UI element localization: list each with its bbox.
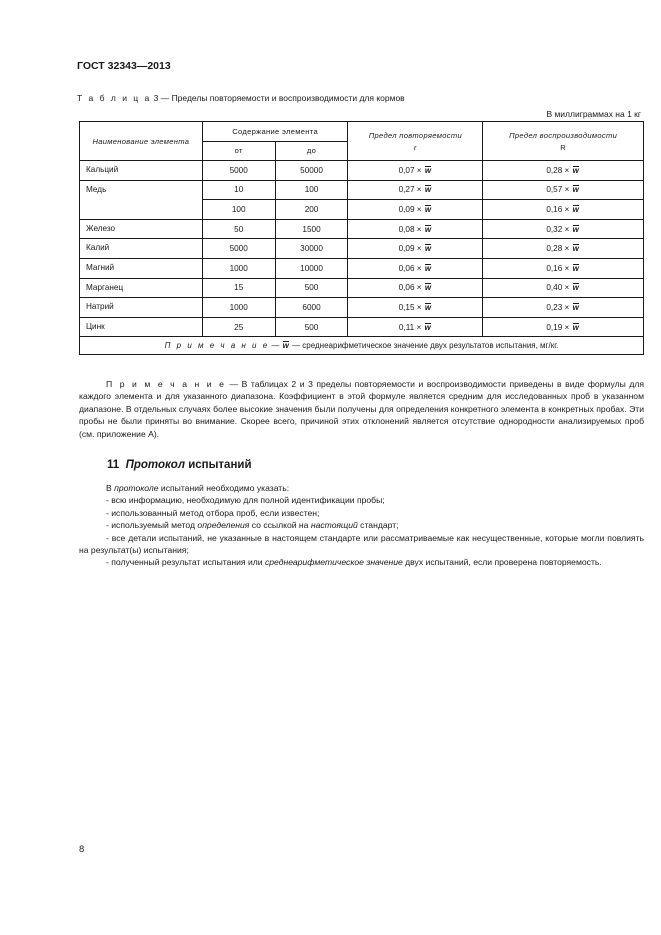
body-line (79, 556, 644, 568)
coef: 0,27 × (398, 185, 422, 195)
note-paragraph-text: — В таблицах 2 и 3 пределы повторяемости и воспроизводимости приведены в виде формулы для каждого элемента и для указанного диапазона. Коэффициент в этой формуле является средним для исследованных проб в указанном диапазоне. В отдельных случаях более высокие значения были получены для определения конкретного элемента в конкретных пробах. Эти пробы не были приняты во внимание. Скорее всего, причиной этих отклонений является отсутствие однородности анализируемых проб (см. приложение А). (79, 379, 644, 439)
cell-to: 50000 (275, 161, 348, 181)
mean-symbol: w (282, 341, 289, 351)
body-line: - всю информацию, необходимую для полной идентификации пробы; (106, 495, 385, 506)
table-header-row (80, 122, 644, 142)
cell-element: Медь (80, 180, 203, 219)
coef: 0,15 × (398, 302, 422, 312)
mean-symbol: w (572, 185, 579, 195)
text: - полученный результат испытания или (106, 557, 265, 568)
text: - используемый метод (106, 520, 198, 531)
table-row (80, 298, 644, 318)
cell-repro (483, 161, 644, 181)
table-row (80, 219, 644, 239)
mean-symbol: w (424, 185, 432, 195)
cell-element: Магний (80, 258, 203, 278)
cell-from: 5000 (202, 161, 275, 181)
section-body (79, 482, 644, 569)
text: двух испытаний, если проверена повторяемость. (402, 557, 602, 568)
coef: 0,28 × (546, 244, 570, 254)
cell-from: 15 (202, 278, 275, 298)
section-number: 11 (107, 459, 120, 471)
table-note (80, 337, 644, 355)
col-header-repeat-label: Предел повторяемости (368, 130, 462, 140)
coef: 0,09 × (398, 244, 422, 254)
cell-repeat (348, 278, 483, 298)
note-prefix: П р и м е ч а н и е (164, 341, 270, 351)
col-header-name: Наименование элемента (80, 122, 203, 161)
cell-repro (483, 278, 644, 298)
cell-from: 100 (202, 200, 275, 220)
text: В (106, 483, 115, 493)
cell-from: 5000 (202, 239, 275, 259)
mean-symbol: w (424, 244, 432, 254)
note-paragraph (79, 378, 644, 440)
mean-symbol: w (572, 283, 579, 293)
mean-symbol: w (572, 263, 579, 273)
cell-element: Марганец (80, 278, 203, 298)
cell-to: 500 (275, 317, 348, 337)
cell-from: 1000 (202, 298, 275, 318)
mean-symbol: w (572, 204, 579, 214)
document-header: ГОСТ 32343—2013 (77, 60, 171, 72)
mean-symbol: w (572, 244, 579, 254)
body-line (79, 519, 644, 531)
cell-repro (483, 317, 644, 337)
coef: 0,06 × (398, 263, 422, 273)
col-header-content: Содержание элемента (202, 122, 348, 142)
body-line (79, 482, 644, 494)
table-row (80, 278, 644, 298)
table-row (80, 161, 644, 181)
col-header-from: от (202, 141, 275, 161)
mean-symbol: w (424, 204, 432, 214)
note-paragraph-prefix: П р и м е ч а н и е (106, 379, 226, 389)
coef: 0,11 × (398, 322, 422, 332)
cell-repeat (348, 317, 483, 337)
page-number: 8 (79, 844, 85, 855)
cell-to: 500 (275, 278, 348, 298)
cell-element: Калий (80, 239, 203, 259)
text: стандарт; (357, 520, 399, 531)
cell-element: Железо (80, 219, 203, 239)
mean-symbol: w (424, 224, 432, 234)
note-text: — среднеарифметическое значение двух результатов испытания, мг/кг. (289, 341, 559, 351)
table-note-row (80, 337, 644, 355)
cell-repro (483, 239, 644, 259)
cell-to: 30000 (275, 239, 348, 259)
cell-from: 50 (202, 219, 275, 239)
coef: 0,23 × (546, 302, 570, 312)
coef: 0,28 × (546, 165, 570, 175)
cell-to: 10000 (275, 258, 348, 278)
caption-prefix: Т а б л и ц а (77, 93, 152, 103)
mean-symbol: w (572, 322, 579, 332)
note-dash: — (269, 341, 282, 351)
cell-element: Натрий (80, 298, 203, 318)
col-header-repro (483, 122, 644, 161)
mean-symbol: w (424, 165, 432, 175)
cell-repeat (348, 239, 483, 259)
coef: 0,57 × (546, 185, 570, 195)
cell-to: 100 (275, 180, 348, 200)
coef: 0,32 × (546, 224, 570, 234)
body-line: - все детали испытаний, не указанные в настоящем стандарте или рассматриваемые как несущественные, которые могли повлиять на результат(ы) испытания; (79, 532, 644, 556)
col-header-repro-label: Предел воспроизводимости (509, 130, 618, 140)
table-row (80, 317, 644, 337)
table-row (80, 239, 644, 259)
col-header-repeat-symbol: r (413, 142, 417, 152)
body-line: - использованный метод отбора проб, если известен; (106, 507, 320, 518)
section-title-rest: испытаний (185, 459, 252, 471)
table-row (80, 258, 644, 278)
section-heading (107, 459, 252, 471)
text: со ссылкой на (249, 520, 311, 531)
mean-symbol: w (424, 263, 432, 273)
mean-symbol: w (572, 302, 579, 312)
cell-from: 1000 (202, 258, 275, 278)
limits-table (79, 121, 644, 355)
coef: 0,40 × (546, 283, 570, 293)
mean-symbol: w (424, 322, 431, 332)
text-italic: определения (197, 520, 250, 531)
cell-repeat (348, 200, 483, 220)
mean-symbol: w (572, 224, 579, 234)
cell-repro (483, 180, 644, 200)
cell-repeat (348, 298, 483, 318)
col-header-repro-symbol: R (560, 142, 566, 152)
mean-symbol: w (424, 283, 432, 293)
cell-repeat (348, 219, 483, 239)
text-italic: среднеарифметическое значение (264, 557, 403, 568)
table-caption (77, 93, 405, 103)
coef: 0,16 × (546, 204, 570, 214)
coef: 0,08 × (398, 224, 422, 234)
cell-to: 6000 (275, 298, 348, 318)
cell-from: 10 (202, 180, 275, 200)
text-italic: протоколе (114, 483, 159, 493)
caption-text: 3 — Пределы повторяемости и воспроизводимости для кормов (151, 93, 405, 103)
table-row (80, 180, 644, 200)
col-header-repeat (348, 122, 483, 161)
col-header-to: до (275, 141, 348, 161)
cell-repro (483, 219, 644, 239)
coef: 0,07 × (398, 165, 422, 175)
cell-repro (483, 200, 644, 220)
coef: 0,09 × (398, 204, 422, 214)
text-italic: настоящий (310, 520, 358, 531)
text: испытаний необходимо указать: (158, 483, 290, 493)
cell-repro (483, 298, 644, 318)
cell-to: 1500 (275, 219, 348, 239)
mean-symbol: w (424, 302, 432, 312)
cell-repeat (348, 258, 483, 278)
coef: 0,06 × (398, 283, 422, 293)
table-units: В миллиграммах на 1 кг (546, 109, 641, 119)
cell-repro (483, 258, 644, 278)
cell-from: 25 (202, 317, 275, 337)
mean-symbol: w (572, 165, 579, 175)
cell-repeat (348, 161, 483, 181)
section-title-italic: Протокол (125, 459, 185, 471)
coef: 0,16 × (546, 263, 570, 273)
cell-to: 200 (275, 200, 348, 220)
cell-element: Кальций (80, 161, 203, 181)
cell-element: Цинк (80, 317, 203, 337)
coef: 0,19 × (546, 322, 570, 332)
cell-repeat (348, 180, 483, 200)
